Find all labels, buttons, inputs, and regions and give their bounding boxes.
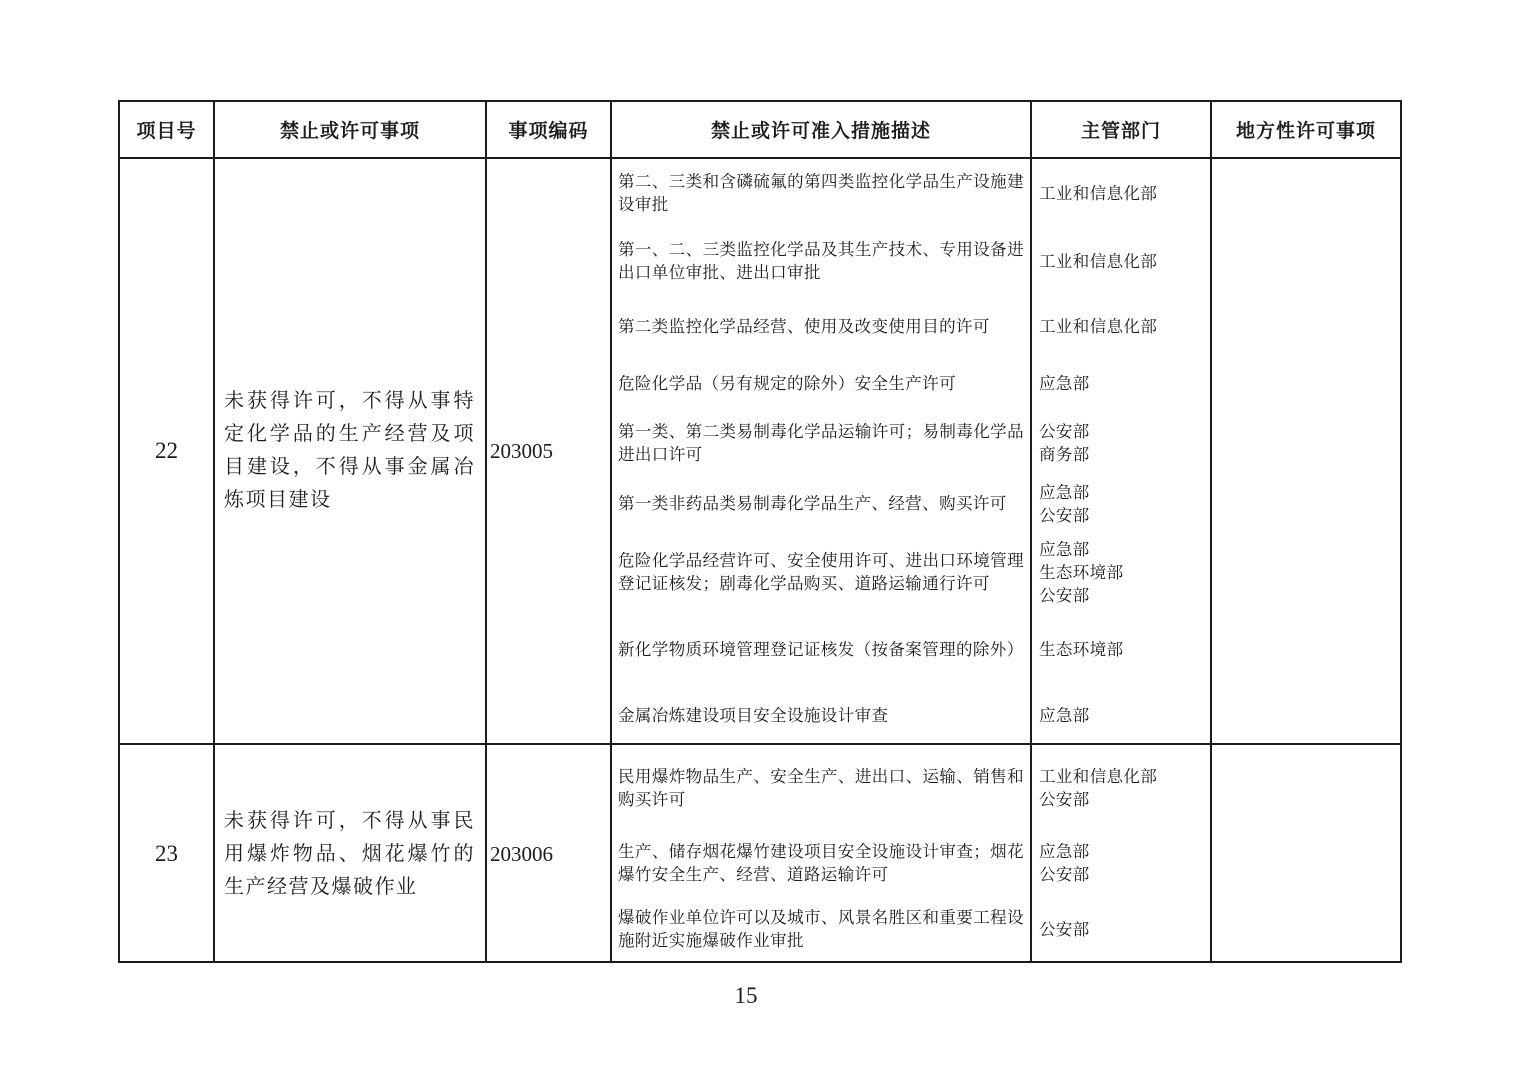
measure-row: [612, 830, 1210, 895]
item-code: 203006: [487, 745, 612, 963]
measure-description-text: 新化学物质环境管理登记证核发（按备案管理的除外）: [618, 640, 1024, 659]
measure-description: [612, 687, 1030, 743]
responsible-departments: [1030, 410, 1210, 475]
department-name: 公安部: [1039, 864, 1090, 884]
measure-description: [612, 410, 1030, 475]
department-name: 工业和信息化部: [1039, 316, 1158, 336]
table-row: [120, 745, 1400, 963]
page-number: 15: [734, 983, 758, 1008]
prohibited-item-cell: [215, 745, 487, 963]
responsible-departments: [1030, 532, 1210, 612]
measure-description-text: 第一、二、三类监控化学品及其生产技术、专用设备进出口单位审批、进出口审批: [618, 240, 1024, 282]
department-name: 公安部: [1039, 789, 1090, 809]
measure-description: [612, 475, 1030, 532]
measure-row: [612, 295, 1210, 357]
measure-row: [612, 612, 1210, 687]
measure-row: [612, 687, 1210, 743]
measure-row: [612, 745, 1210, 830]
measure-row: [612, 475, 1210, 532]
prohibited-item-cell: [215, 159, 487, 743]
measure-description-text: 民用爆炸物品生产、安全生产、进出口、运输、销售和购买许可: [618, 766, 1024, 809]
department-name: 应急部: [1039, 539, 1090, 559]
local-permit-cell: [1212, 159, 1400, 743]
responsible-departments: [1030, 295, 1210, 357]
prohibited-item-text: 未获得许可，不得从事特定化学品的生产经营及项目建设，不得从事金属冶炼项目建设: [224, 390, 475, 511]
column-header-measure-desc: 禁止或许可准入措施描述: [612, 102, 1032, 157]
measure-description-text: 第二类监控化学品经营、使用及改变使用目的许可: [618, 316, 990, 336]
department-name: 公安部: [1039, 421, 1090, 441]
item-number: 22: [120, 159, 215, 743]
department-name: 应急部: [1039, 705, 1090, 725]
item-number: 23: [120, 745, 215, 963]
department-name: 工业和信息化部: [1039, 766, 1158, 786]
measures-cell: [612, 745, 1212, 963]
department-name: 工业和信息化部: [1039, 251, 1158, 271]
measure-description-text: 第一类非药品类易制毒化学品生产、经营、购买许可: [618, 494, 1007, 513]
measure-row: [612, 410, 1210, 475]
department-name: 应急部: [1039, 841, 1090, 861]
responsible-departments: [1030, 830, 1210, 895]
column-header-prohibited-item: 禁止或许可事项: [215, 102, 487, 157]
measure-description-text: 危险化学品经营许可、安全使用许可、进出口环境管理登记证核发；剧毒化学品购买、道路运输通行许可: [618, 551, 1024, 593]
measure-row: [612, 357, 1210, 410]
responsible-departments: [1030, 687, 1210, 743]
responsible-departments: [1030, 745, 1210, 830]
measure-description: [612, 830, 1030, 895]
measure-row: [612, 895, 1210, 963]
measure-row: [612, 227, 1210, 295]
measure-description: [612, 895, 1030, 963]
measure-description: [612, 745, 1030, 830]
measure-description-text: 爆破作业单位许可以及城市、风景名胜区和重要工程设施附近实施爆破作业审批: [618, 908, 1024, 950]
department-name: 公安部: [1039, 919, 1090, 939]
department-name: 公安部: [1039, 585, 1090, 605]
department-name: 应急部: [1039, 374, 1090, 393]
column-header-department: 主管部门: [1032, 102, 1212, 157]
department-name: 应急部: [1039, 482, 1090, 502]
measure-row: [612, 532, 1210, 612]
measure-description: [612, 532, 1030, 612]
prohibited-item-text: 未获得许可，不得从事民用爆炸物品、烟花爆竹的生产经营及爆破作业: [224, 809, 475, 898]
measure-description-text: 第一类、第二类易制毒化学品运输许可；易制毒化学品进出口许可: [618, 421, 1024, 464]
responsible-departments: [1030, 227, 1210, 295]
measure-row: [612, 159, 1210, 227]
column-header-local-permit: 地方性许可事项: [1235, 121, 1376, 142]
measure-description-text: 第二、三类和含磷硫氟的第四类监控化学品生产设施建设审批: [618, 172, 1024, 214]
responsible-departments: [1030, 612, 1210, 687]
department-name: 生态环境部: [1039, 640, 1124, 659]
measure-description: [612, 612, 1030, 687]
table-row: [120, 159, 1400, 745]
column-header-item-no: 项目号: [120, 102, 215, 157]
measure-description-text: 金属冶炼建设项目安全设施设计审查: [618, 705, 889, 725]
responsible-departments: [1030, 159, 1210, 227]
responsible-departments: [1030, 475, 1210, 532]
measure-description: [612, 227, 1030, 295]
measure-description: [612, 159, 1030, 227]
measure-description-text: 危险化学品（另有规定的除外）安全生产许可: [618, 374, 956, 393]
column-header-item-code: 事项编码: [487, 102, 612, 157]
measure-description: [612, 295, 1030, 357]
local-permit-cell: [1212, 745, 1400, 963]
table-header-row: [120, 102, 1400, 159]
department-name: 公安部: [1039, 505, 1090, 525]
measure-description: [612, 357, 1030, 410]
responsible-departments: [1030, 357, 1210, 410]
measures-cell: [612, 159, 1212, 743]
item-code: 203005: [487, 159, 612, 743]
department-name: 商务部: [1039, 444, 1090, 464]
responsible-departments: [1030, 895, 1210, 963]
measure-description-text: 生产、储存烟花爆竹建设项目安全设施设计审查；烟花爆竹安全生产、经营、道路运输许可: [618, 841, 1024, 884]
department-name: 生态环境部: [1039, 562, 1124, 582]
negative-list-table: [118, 100, 1402, 963]
department-name: 工业和信息化部: [1039, 183, 1158, 203]
